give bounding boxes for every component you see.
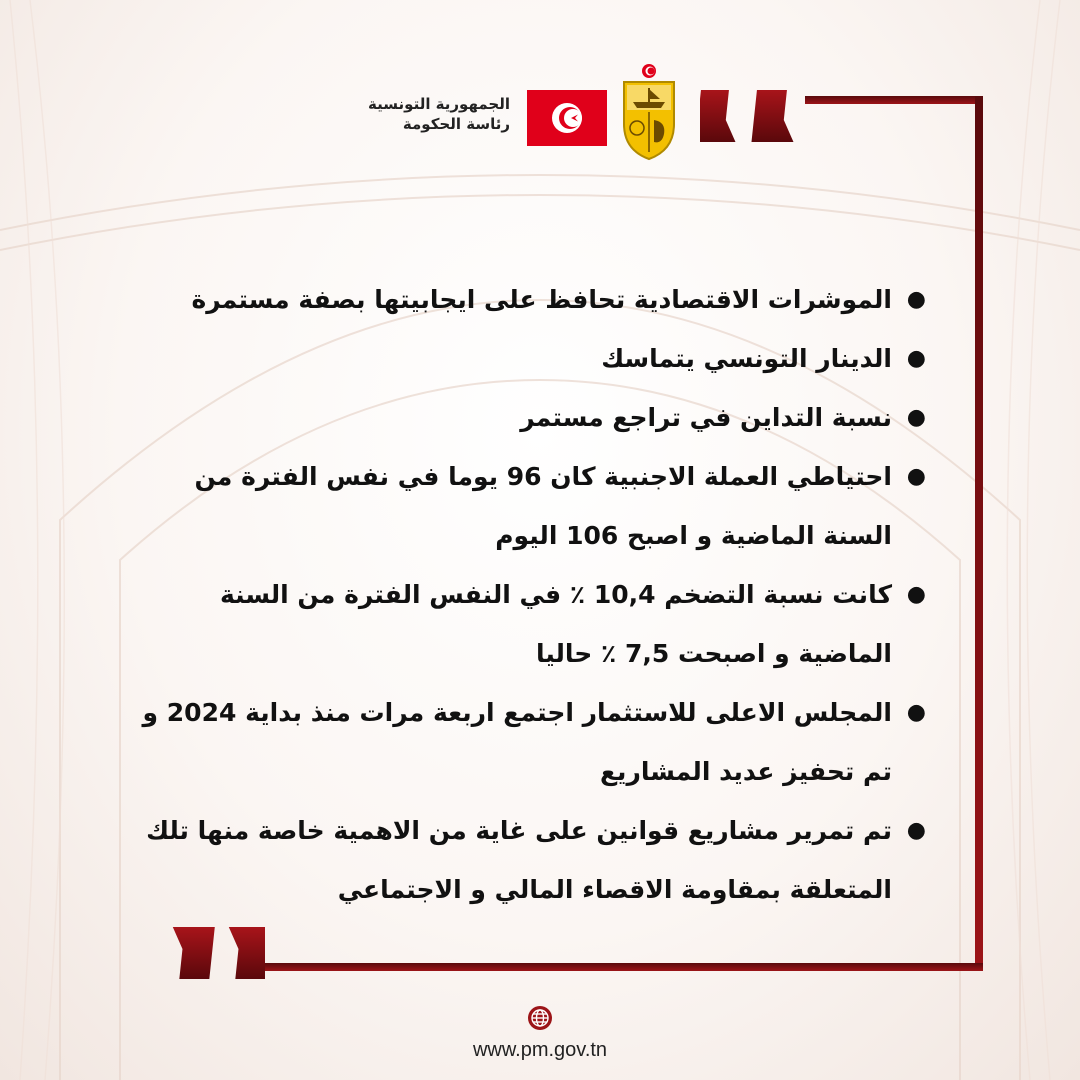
list-item xyxy=(130,388,930,447)
list-item-text: احتياطي العملة الاجنبية كان 96 يوما في نفس الفترة من السنة الماضية و اصبح 106 اليوم xyxy=(194,462,892,550)
list-item xyxy=(130,329,930,388)
tunisia-flag-icon xyxy=(527,90,607,146)
globe-icon xyxy=(527,1005,553,1031)
list-item-text: المجلس الاعلى للاستثمار اجتمع اربعة مرات منذ بداية 2024 و تم تحفيز عديد المشاريع xyxy=(142,698,892,786)
list-item-text: كانت نسبة التضخم 10,4 ٪ في النفس الفترة من السنة الماضية و اصبحت 7,5 ٪ حاليا xyxy=(219,580,892,668)
list-item-text: نسبة التداين في تراجع مستمر xyxy=(520,403,892,432)
list-item-text: الموشرات الاقتصادية تحافظ على ايجابيتها بصفة مستمرة xyxy=(191,285,892,314)
presidency-label: رئاسة الحكومة xyxy=(402,115,510,133)
list-item xyxy=(130,565,930,683)
quote-open-icon xyxy=(700,80,810,170)
quote-close-icon xyxy=(155,925,265,1015)
list-item xyxy=(130,801,930,919)
coat-of-arms-icon xyxy=(618,62,680,162)
list-item xyxy=(130,270,930,329)
bullet-icon: ● xyxy=(906,582,926,607)
bullet-icon: ● xyxy=(906,464,926,489)
bullet-icon: ● xyxy=(906,700,926,725)
bullet-icon: ● xyxy=(906,405,926,430)
list-item xyxy=(130,683,930,801)
government-header xyxy=(360,60,700,160)
republic-label: الجمهورية التونسية xyxy=(368,95,510,113)
key-points-list xyxy=(130,270,930,919)
footer xyxy=(420,1005,660,1062)
list-item xyxy=(130,447,930,565)
bullet-icon: ● xyxy=(906,818,926,843)
header-title xyxy=(368,94,510,134)
website-link[interactable]: www.pm.gov.tn xyxy=(472,1039,608,1061)
bullet-icon: ● xyxy=(906,287,926,312)
list-item-text: الدينار التونسي يتماسك xyxy=(601,344,892,373)
main-content xyxy=(130,270,930,919)
bullet-icon: ● xyxy=(906,346,926,371)
list-item-text: تم تمرير مشاريع قوانين على غاية من الاهمية خاصة منها تلك المتعلقة بمقاومة الاقصاء المالي و الاجتماعي xyxy=(146,816,892,904)
